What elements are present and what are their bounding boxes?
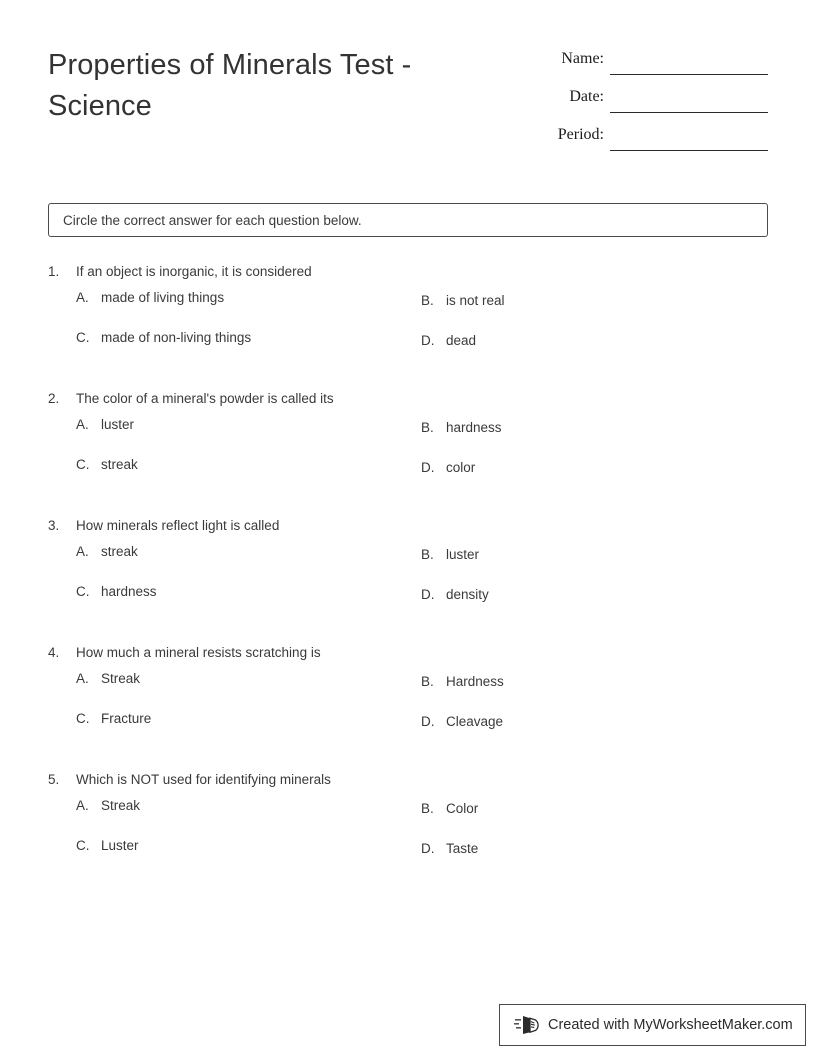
period-field-label: Period:: [557, 126, 604, 143]
question-heading: [0, 645, 816, 671]
option-row: [0, 544, 816, 584]
question-text: Which is NOT used for identifying minerals: [76, 772, 331, 787]
question-text: The color of a mineral's powder is called its: [76, 391, 334, 406]
answer-option-b[interactable]: [421, 420, 502, 435]
period-field-row: [520, 124, 770, 162]
question-text: How much a mineral resists scratching is: [76, 645, 321, 660]
option-text-d: dead: [446, 333, 477, 348]
option-letter-b: B.: [421, 547, 434, 562]
answer-option-c[interactable]: [76, 330, 251, 345]
option-letter-d: D.: [421, 587, 435, 602]
option-row: [0, 290, 816, 330]
answer-option-c[interactable]: [76, 711, 151, 726]
answer-option-d[interactable]: [421, 714, 503, 729]
answer-option-a[interactable]: [76, 417, 134, 432]
option-letter-d: D.: [421, 714, 435, 729]
option-text-c: hardness: [101, 584, 157, 599]
option-text-d: color: [446, 460, 476, 475]
option-row: [0, 711, 816, 751]
option-letter-a: A.: [76, 417, 89, 432]
option-letter-d: D.: [421, 333, 435, 348]
question-item: [0, 264, 816, 370]
option-letter-b: B.: [421, 293, 434, 308]
date-field-input-line[interactable]: [610, 112, 768, 113]
option-text-b: Color: [446, 801, 479, 816]
question-heading: [0, 391, 816, 417]
created-with-badge[interactable]: [499, 1004, 806, 1046]
question-heading: [0, 772, 816, 798]
name-field-row: [520, 48, 770, 86]
name-field-input-line[interactable]: [610, 74, 768, 75]
worksheet-maker-logo-icon: [514, 1012, 540, 1038]
question-number: 3.: [48, 518, 60, 533]
option-text-c: Fracture: [101, 711, 152, 726]
option-letter-a: A.: [76, 290, 89, 305]
option-letter-c: C.: [76, 584, 90, 599]
name-field-label: Name:: [561, 50, 604, 67]
option-row: [0, 417, 816, 457]
page-title: Properties of Minerals Test - Science: [48, 49, 412, 122]
worksheet-header: [0, 0, 816, 180]
option-row: [0, 838, 816, 878]
answer-option-c[interactable]: [76, 457, 138, 472]
answer-option-c[interactable]: [76, 838, 139, 853]
option-row: [0, 584, 816, 624]
answer-option-b[interactable]: [421, 674, 504, 689]
option-row: [0, 457, 816, 497]
option-text-a: Streak: [101, 671, 141, 686]
option-letter-c: C.: [76, 711, 90, 726]
question-item: [0, 645, 816, 751]
question-item: [0, 391, 816, 497]
question-item: [0, 518, 816, 624]
option-letter-d: D.: [421, 460, 435, 475]
option-text-c: Luster: [101, 838, 139, 853]
answer-option-d[interactable]: [421, 587, 489, 602]
option-letter-c: C.: [76, 457, 90, 472]
student-info-fields: [520, 48, 770, 162]
option-row: [0, 330, 816, 370]
question-list: [0, 264, 816, 899]
option-text-d: Taste: [446, 841, 479, 856]
answer-option-b[interactable]: [421, 801, 478, 816]
option-text-c: made of non-living things: [101, 330, 252, 345]
question-number: 5.: [48, 772, 60, 787]
instruction-box: [48, 203, 768, 237]
option-letter-a: A.: [76, 798, 89, 813]
created-with-text: Created with MyWorksheetMaker.com: [548, 1017, 793, 1033]
answer-option-a[interactable]: [76, 798, 140, 813]
question-heading: [0, 518, 816, 544]
option-letter-a: A.: [76, 671, 89, 686]
option-text-d: density: [446, 587, 489, 602]
option-letter-b: B.: [421, 674, 434, 689]
option-text-a: streak: [101, 544, 138, 559]
date-field-label: Date:: [569, 88, 604, 105]
option-row: [0, 798, 816, 838]
instruction-text: Circle the correct answer for each question below.: [63, 212, 362, 228]
option-text-a: Streak: [101, 798, 141, 813]
option-text-b: is not real: [446, 293, 505, 308]
option-text-a: made of living things: [101, 290, 225, 305]
answer-option-a[interactable]: [76, 544, 138, 559]
answer-option-b[interactable]: [421, 547, 479, 562]
option-text-b: Hardness: [446, 674, 504, 689]
option-text-d: Cleavage: [446, 714, 504, 729]
date-field-row: [520, 86, 770, 124]
answer-option-d[interactable]: [421, 841, 478, 856]
question-item: [0, 772, 816, 878]
option-letter-a: A.: [76, 544, 89, 559]
option-text-b: luster: [446, 547, 480, 562]
option-letter-c: C.: [76, 330, 90, 345]
option-letter-c: C.: [76, 838, 90, 853]
question-number: 4.: [48, 645, 60, 660]
option-letter-b: B.: [421, 420, 434, 435]
option-text-a: luster: [101, 417, 135, 432]
answer-option-d[interactable]: [421, 333, 476, 348]
option-letter-d: D.: [421, 841, 435, 856]
question-number: 1.: [48, 264, 60, 279]
answer-option-b[interactable]: [421, 293, 505, 308]
option-text-c: streak: [101, 457, 138, 472]
question-number: 2.: [48, 391, 60, 406]
option-letter-b: B.: [421, 801, 434, 816]
option-text-b: hardness: [446, 420, 502, 435]
answer-option-d[interactable]: [421, 460, 475, 475]
answer-option-a[interactable]: [76, 290, 224, 305]
answer-option-a[interactable]: [76, 671, 140, 686]
period-field-input-line[interactable]: [610, 150, 768, 151]
answer-option-c[interactable]: [76, 584, 157, 599]
option-row: [0, 671, 816, 711]
question-text: If an object is inorganic, it is considered: [76, 264, 312, 279]
question-heading: [0, 264, 816, 290]
question-text: How minerals reflect light is called: [76, 518, 280, 533]
